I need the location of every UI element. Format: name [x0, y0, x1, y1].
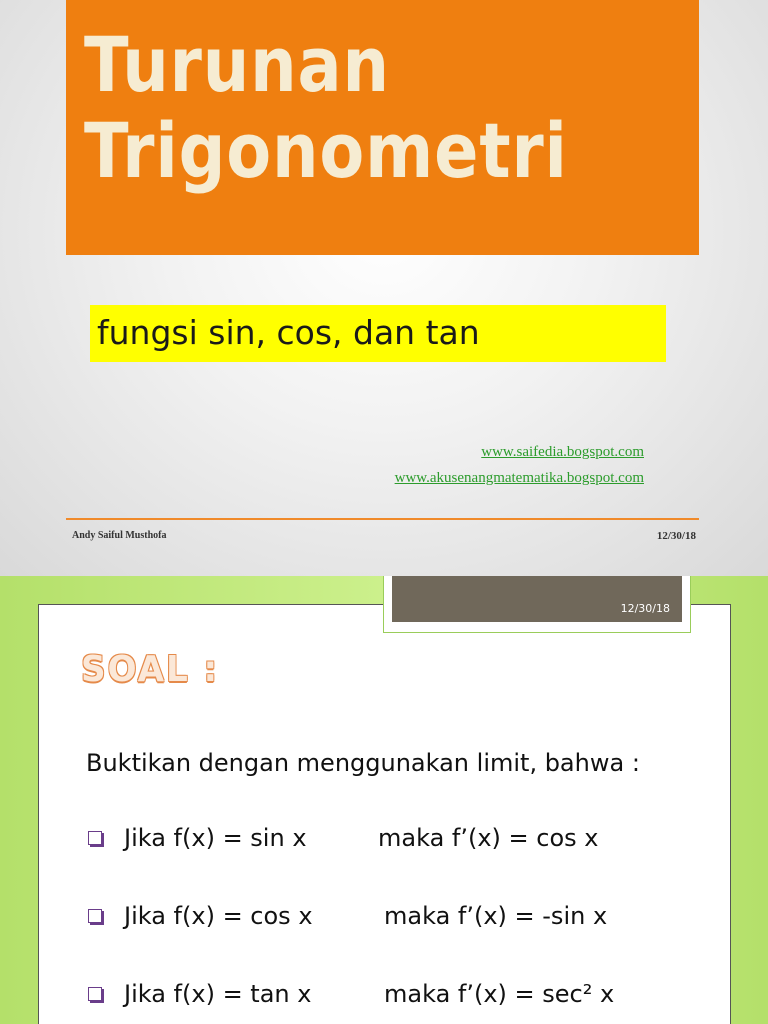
intro-text: Buktikan dengan menggunakan limit, bahwa : — [86, 749, 640, 777]
title-line-2: Trigonometri — [84, 106, 568, 195]
list-item-function: Jika f(x) = cos x — [124, 902, 313, 930]
date-tab — [383, 576, 691, 633]
list-item-function: Jika f(x) = tan x — [124, 980, 312, 1008]
problem-slide — [0, 576, 768, 1024]
slide-heading: SOAL : — [81, 649, 220, 690]
square-bullet-icon — [88, 987, 102, 1001]
slide-date: 12/30/18 — [620, 602, 670, 615]
footer-divider — [66, 518, 699, 520]
list-item-function: Jika f(x) = sin x — [124, 824, 307, 852]
list-item-derivative: maka f’(x) = -sin x — [384, 902, 608, 930]
list-item-derivative: maka f’(x) = cos x — [378, 824, 599, 852]
date-tab-fill — [392, 576, 682, 622]
footer-author: Andy Saiful Musthofa — [72, 530, 167, 541]
footer-date: 12/30/18 — [656, 530, 696, 542]
list-item-derivative: maka f’(x) = sec² x — [384, 980, 615, 1008]
square-bullet-icon — [88, 909, 102, 923]
slide-title — [84, 22, 600, 194]
link-akusenangmatematika[interactable]: www.akusenangmatematika.bogspot.com — [394, 470, 644, 486]
link-saifedia[interactable]: www.saifedia.bogspot.com — [481, 444, 644, 460]
square-bullet-icon — [88, 831, 102, 845]
title-line-1: Turunan — [84, 20, 390, 109]
slide-subtitle: fungsi sin, cos, dan tan — [97, 313, 480, 352]
content-panel — [38, 604, 731, 1024]
